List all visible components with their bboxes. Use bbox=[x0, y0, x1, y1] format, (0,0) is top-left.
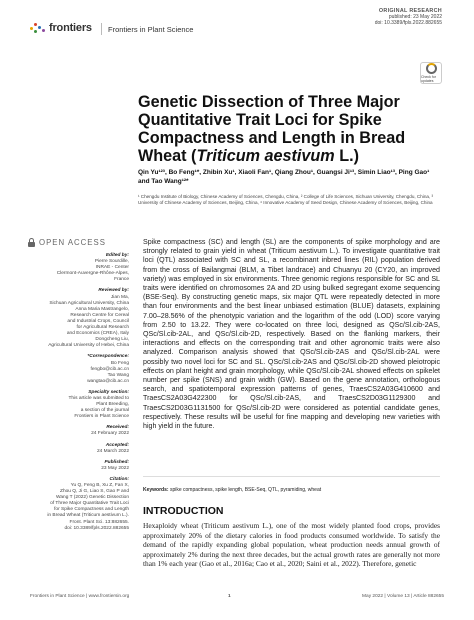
title-main: Genetic Dissection of Three Major Quantitative Trait Loci for Spike Compactness and Length in Bread Wheat ( bbox=[138, 93, 406, 165]
sidebar-line: and Industrial Crops, Council bbox=[67, 318, 129, 324]
sidebar-line: Tao Wang bbox=[107, 372, 129, 378]
check-label: Check for updates bbox=[421, 75, 436, 83]
sidebar-line: doi: 10.3389/fpls.2022.882655 bbox=[64, 525, 129, 531]
keywords bbox=[143, 487, 440, 493]
check-for-updates-button[interactable] bbox=[420, 62, 442, 84]
sidebar-line: in Bread Wheat (Triticum aestivum L.). bbox=[47, 513, 129, 519]
open-lock-icon bbox=[28, 238, 35, 247]
sidebar-line: for Spike Compactness and Length bbox=[54, 507, 129, 513]
article-title bbox=[138, 93, 438, 165]
sidebar-line: France bbox=[114, 277, 129, 283]
keywords-divider bbox=[143, 476, 440, 477]
sidebar-label: Published: bbox=[104, 459, 129, 465]
keywords-text: spike compactness, spike length, BSE-Seq, QTL, pyramiding, wheat bbox=[169, 487, 322, 493]
sidebar-line: Front. Plant Sci. 13:882655. bbox=[69, 519, 129, 525]
sidebar-line: and Economics (CREA), Italy bbox=[66, 331, 129, 337]
sidebar-line: Sichuan Agricultural University, China bbox=[49, 300, 129, 306]
frontiers-logo-icon bbox=[30, 22, 46, 34]
refresh-icon bbox=[426, 63, 437, 74]
sidebar-line: 24 March 2022 bbox=[97, 448, 129, 454]
sidebar-line: Plant Breeding, bbox=[96, 402, 129, 408]
sidebar-line: Jian Ma, bbox=[110, 294, 129, 300]
title-species: Triticum aestivum bbox=[196, 147, 335, 165]
sidebar-label: Citation: bbox=[109, 476, 129, 482]
author-list: Qin Yu¹²³, Bo Feng¹*, Zhibin Xu¹, Xiaoli Fan¹, Qiang Zhou¹, Guangsi Ji¹³, Simin Liao¹³, Ping Gao¹ and Tao Wang¹²* bbox=[138, 169, 430, 185]
sidebar-line: 24 February 2022 bbox=[91, 431, 129, 437]
sidebar-line: Yu Q, Feng B, Xu Z, Fan X, bbox=[70, 483, 129, 488]
page-number: 1 bbox=[228, 594, 231, 599]
article-sidebar bbox=[29, 253, 129, 532]
sidebar-label: Accepted: bbox=[105, 442, 129, 448]
sidebar-label: *Correspondence: bbox=[87, 354, 129, 360]
sidebar-line: Research Centre for Cereal bbox=[70, 312, 129, 318]
sidebar-line[interactable]: fengbo@cib.ac.cn bbox=[90, 366, 129, 372]
sidebar-line: Frontiers in Plant Science bbox=[74, 414, 129, 420]
article-type: ORIGINAL RESEARCH bbox=[378, 8, 442, 14]
published-date: published: 23 May 2022 bbox=[388, 14, 442, 21]
sidebar-label: Edited by: bbox=[105, 253, 129, 258]
sidebar-line: 23 May 2022 bbox=[101, 465, 129, 471]
footer-journal[interactable]: Frontiers in Plant Science | www.frontiersin.org bbox=[30, 594, 130, 599]
open-access-label bbox=[28, 238, 106, 247]
frontiers-logo[interactable] bbox=[30, 22, 92, 34]
intro-heading: INTRODUCTION bbox=[143, 505, 224, 517]
sidebar-line: Bo Feng bbox=[110, 360, 129, 366]
sidebar-line: Wang T (2022) Genetic Dissection bbox=[56, 495, 129, 501]
sidebar-line: Agricultural University of Hebei, China bbox=[48, 343, 129, 349]
footer-volume: May 2022 | Volume 13 | Article 882655 bbox=[362, 594, 444, 599]
sidebar-line: for Agricultural Research bbox=[76, 325, 129, 331]
sidebar-line: INRAE - Center bbox=[95, 265, 129, 271]
page-header bbox=[0, 0, 474, 50]
sidebar-line: Zhou Q, Ji G, Liao S, Gao P and bbox=[60, 489, 129, 495]
article-meta bbox=[375, 8, 442, 27]
doi[interactable]: doi: 10.3389/fpls.2022.882655 bbox=[374, 20, 442, 27]
title-end: L.) bbox=[334, 147, 359, 165]
sidebar-label: Reviewed by: bbox=[98, 288, 129, 294]
affiliations: ¹ Chengdu Institute of Biology, Chinese Academy of Sciences, Chengdu, China, ² College of Life Sciences, Sichuan University, Chengdu, China, ³ University of Chinese Academy of Sciences, Beijing, China, ⁴ Innovative Academy of Seed Design, Chinese Academy of Sciences, Beijing, China bbox=[138, 194, 434, 205]
sidebar-line: This article was submitted to bbox=[68, 395, 129, 401]
sidebar-line: Anna Maria Mastrangelo, bbox=[75, 306, 129, 312]
open-access-text: OPEN ACCESS bbox=[39, 238, 106, 247]
sidebar-label: Specialty section: bbox=[88, 389, 129, 395]
brand-name: frontiers bbox=[49, 22, 92, 34]
sidebar-line: Dongcheng Liu, bbox=[95, 337, 129, 343]
keywords-label: Keywords: bbox=[143, 487, 169, 493]
abstract: Spike compactness (SC) and length (SL) are the components of spike morphology and are strongly related to grain yield in wheat (Triticum aestivum L.). To investigate quantitative trait loci (QTL) associated with SC and SL, a recombinant inbred lines (RIL) population derived from the cross of Bailangmai (BLM, a Tibet landrace) and Chuanyu 20 (CY20, an improved variety) was employed in six environments. Three genomic regions responsible for SC and SL traits were identified on chromosomes 2A and 2D using bulked segregant exome sequencing (BSE-Seq). By constructing genetic maps, six major QTL were repeatedly detected in more than four environments and the best linear unbiased estimation (BLUE) datasets, explaining 7.00–28.56% of the phenotypic variation and the logarithm of the odd (LOD) score varying from 2.50 to 13.22. They were co-located on three loci, designed as QSc/Sl.cib-2AS, QSc/Sl.cib-2AL, and QSc/Sl.cib-2D, respectively. Based on the flanking markers, their interactions and effects on the corresponding trait and other agronomic traits were also analyzed. Comparison analysis showed that QSc/Sl.cib-2AS and QSc/Sl.cib-2AL were possibly two novel loci for SC and SL. QSc/Sl.cib-2AS and QSc/Sl.cib-2D showed pleiotropic effects on plant height and grain morphology, while QSc/Sl.cib-2AL showed effects on spikelet number per spike (SNS) and grain width (GW). Based on the gene annotation, orthologous search, and spatiotemporal expression patterns of genes, TraesCS2A03G410600 and TraesCS2A03G422300 for QSc/Sl.cib-2AS, and TraesCS2D03G1129300 and TraesCS2D03G1131500 for QSc/Sl.cib-2D were considered as potential candidate genes, respectively. These results will be useful for fine mapping and developing new varieties with high yield in the future. bbox=[143, 238, 440, 431]
journal-title[interactable]: Frontiers in Plant Science bbox=[108, 25, 194, 34]
intro-body: Hexaploidy wheat (Triticum aestivum L.), one of the most widely planted food crops, provides approximately 20% of the dietary calories in food products consumed worldwide. To satisfy the demand of the rapidly expanding global population, wheat production needs annual growth of approximately 2% during the next three decades, but the actual growth rates are generally not more than 1% each year (Gao et al., 2016a; Cao et al., 2020; Saini et al., 2022). Therefore, genetic bbox=[143, 521, 440, 569]
sidebar-line[interactable]: wangtao@cib.ac.cn bbox=[87, 378, 129, 384]
sidebar-line: a section of the journal bbox=[80, 408, 129, 414]
sidebar-line: Clermont-Auvergne-Rhône-Alpes, bbox=[56, 271, 129, 277]
sidebar-label: Received: bbox=[106, 425, 129, 431]
sidebar-line: Pierre Sourdille, bbox=[94, 259, 129, 265]
header-divider bbox=[101, 23, 102, 35]
sidebar-line: of Three Major Quantitative Trait Loci bbox=[50, 501, 129, 507]
